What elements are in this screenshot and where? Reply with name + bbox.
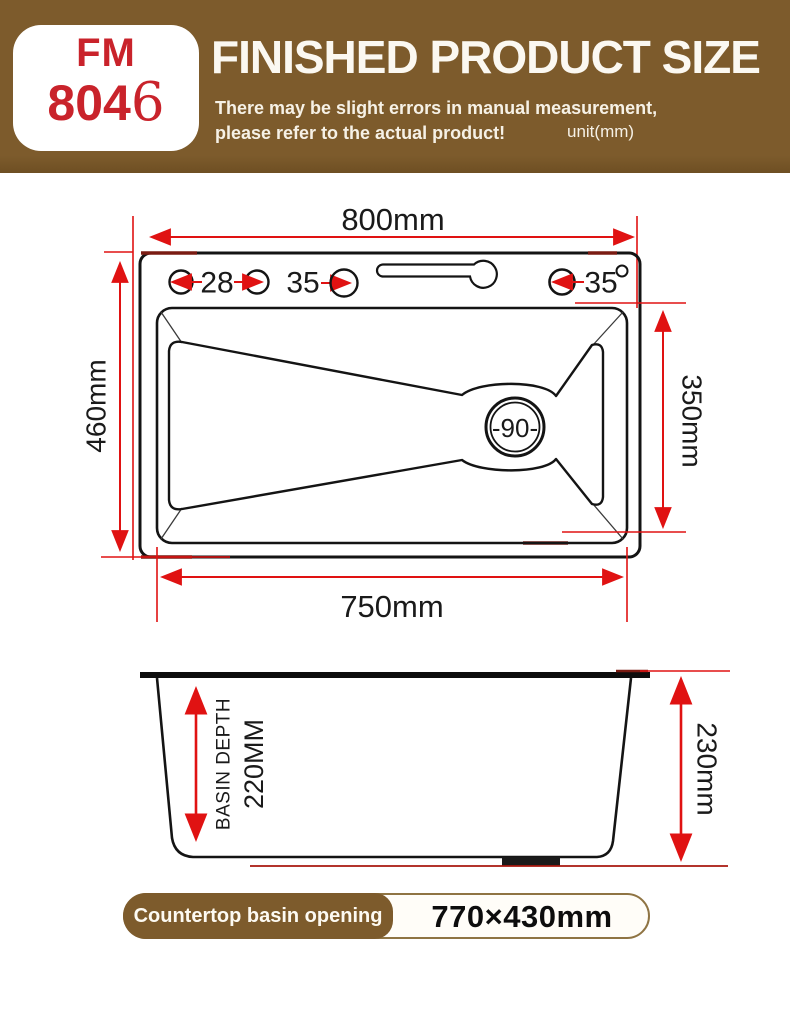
dimension-230mm xyxy=(681,680,723,858)
drain-stub xyxy=(502,857,560,866)
drain-label: -90- xyxy=(491,413,539,443)
small-pin-hole xyxy=(617,266,628,277)
disclaimer-line1: There may be slight errors in manual measurement, xyxy=(215,98,658,118)
model-number-serif: 6 xyxy=(130,72,165,133)
faucet-slot xyxy=(377,261,497,288)
page-title: FINISHED PRODUCT SIZE xyxy=(211,31,760,83)
model-prefix: FM xyxy=(76,31,136,75)
badge-value: 770×430mm xyxy=(431,899,613,934)
top-view xyxy=(81,202,708,624)
dimension-basin-depth xyxy=(196,690,269,838)
dim-350-label: 350mm xyxy=(676,374,708,468)
dim-750-label: 750mm xyxy=(340,589,444,624)
faucet-holes xyxy=(170,261,628,300)
hole-35-label: 35 xyxy=(286,266,320,300)
dim-800-label: 800mm xyxy=(341,202,445,237)
hole-35-right-label: 35 xyxy=(584,266,618,300)
drain xyxy=(486,398,544,456)
dim-460-label: 460mm xyxy=(80,359,112,453)
basin-depth-label: BASIN DEPTH xyxy=(213,697,235,831)
unit-note: unit(mm) xyxy=(567,122,635,141)
dimension-750mm xyxy=(157,547,627,624)
dimension-350mm xyxy=(562,303,708,532)
rim-corner-diagonals xyxy=(161,312,623,539)
model-number-bold: 804 xyxy=(47,75,131,131)
basin-depth-value: 220MM xyxy=(239,718,269,810)
basin-rim xyxy=(157,308,627,543)
countertop-opening-badge xyxy=(123,893,650,939)
dim-230-label: 230mm xyxy=(691,722,723,816)
hole-28-label: 28 xyxy=(200,266,234,300)
disclaimer-line2: please refer to the actual product! xyxy=(215,123,506,143)
side-view xyxy=(140,671,730,866)
badge-label: Countertop basin opening xyxy=(123,893,393,939)
